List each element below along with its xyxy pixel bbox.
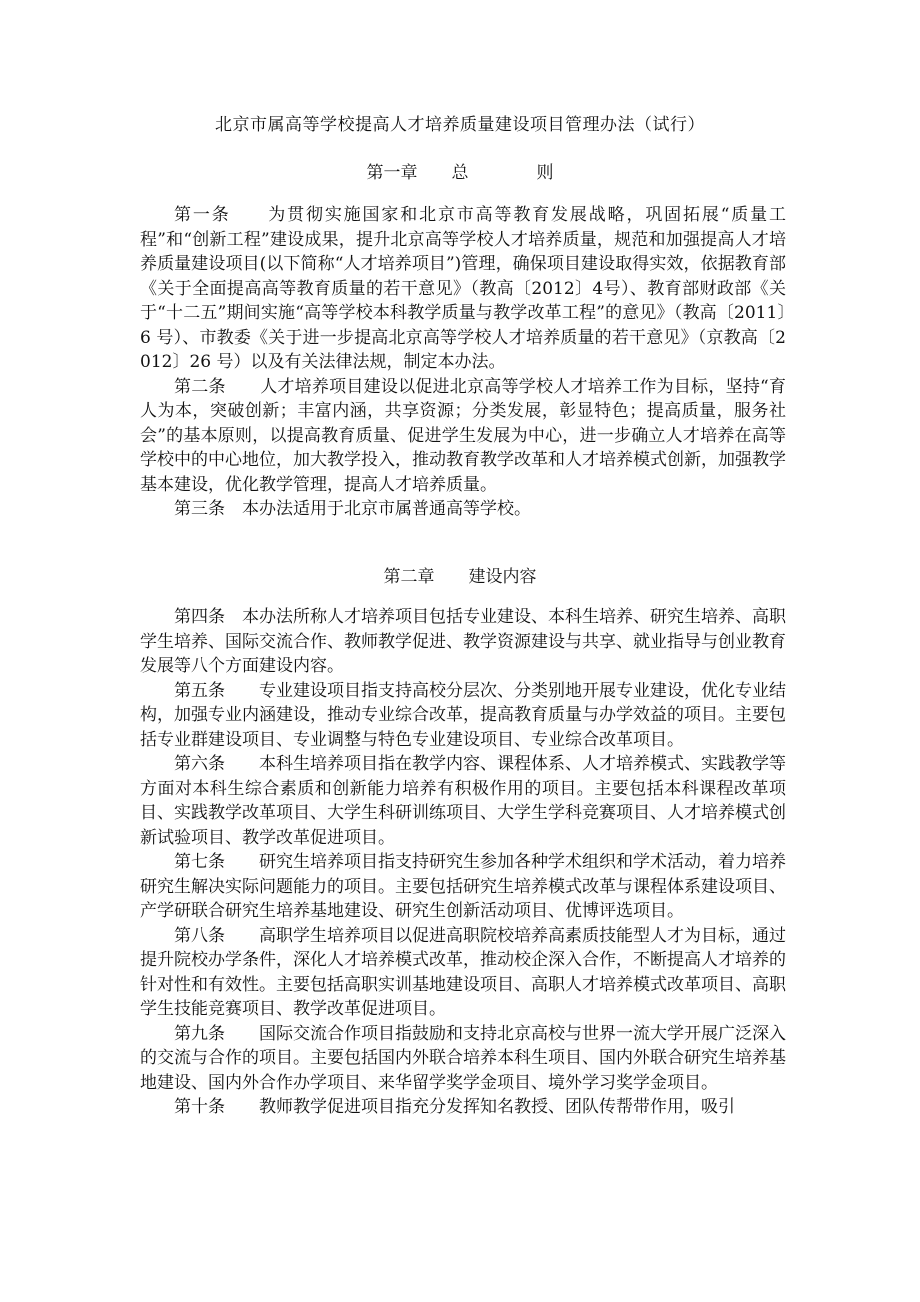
article-text: 为贯彻实施国家和北京市高等教育发展战略，巩固拓展“质量工程”和“创新工程”建设成果，提升北京高等学校人才培养质量，规范和加强提高人才培养质量建设项目(以下简称“人才培养项目”)管理，确保项目建设取得实效，依据教育部《关于全面提高高等教育质量的若干意见》（教高〔2012〕4号）、教育部财政部《关于“十二五”期间实施“高等学校本科教学质量与教学改革工程”的意见》（教高〔2011〕6 号）、市教委《关于进一步提高北京高等学校人才培养质量的若干意见》（京教高〔2012〕26 号）以及有关法律法规，制定本办法。	[140, 205, 786, 372]
chapter-2-body	[140, 605, 786, 1120]
article-text: 国际交流合作项目指鼓励和支持北京高校与世界一流大学开展广泛深入的交流与合作的项目。主要包括国内外联合培养本科生项目、国内外联合研究生培养基地建设、国内外合作办学项目、来华留学奖学金项目、境外学习奖学金项目。	[140, 1023, 786, 1093]
article-text: 研究生培养项目指支持研究生参加各种学术组织和学术活动，着力培养研究生解决实际问题能力的项目。主要包括研究生培养模式改革与课程体系建设项目、产学研联合研究生培养基地建设、研究生创新活动项目、优博评选项目。	[140, 852, 786, 921]
article-paragraph	[140, 924, 786, 1022]
article-text: 高职学生培养项目以促进高职院校培养高素质技能型人才为目标，通过提升院校办学条件，深化人才培养模式改革，推动校企深入合作，不断提高人才培养的针对性和有效性。主要包括高职实训基地建设项目、高职人才培养模式改革项目、高职学生技能竞赛项目、教学改革促进项目。	[140, 925, 786, 1019]
article-label: 第六条	[174, 754, 259, 774]
article-label: 第三条	[174, 499, 242, 519]
article-label: 第八条	[174, 925, 259, 946]
article-text: 人才培养项目建设以促进北京高等学校人才培养工作为目标，坚持“育人为本，突破创新；丰富内涵，共享资源；分类发展，彰显特色；提高质量，服务社会”的基本原则，以提高教育质量、促进学生发展为中心，进一步确立人才培养在高等学校中的中心地位，加大教学投入，推动教育教学改革和人才培养模式创新，加强教学基本建设，优化教学管理，提高人才培养质量。	[140, 376, 786, 495]
article-label: 第十条	[174, 1097, 259, 1117]
chapter-heading: 第一章 总 则	[366, 163, 554, 183]
article-text: 专业建设项目指支持高校分层次、分类别地开展专业建设，优化专业结构，加强专业内涵建设，推动专业综合改革，提高教育质量与办学效益的项目。主要包括专业群建设项目、专业调整与特色专业建设项目、专业综合改革项目。	[140, 680, 786, 750]
article-label: 第一条	[174, 205, 269, 225]
article-paragraph	[140, 203, 786, 375]
article-text: 教师教学促进项目指充分发挥知名教授、团队传帮带作用，吸引	[259, 1097, 735, 1117]
article-label: 第五条	[174, 680, 259, 701]
article-paragraph	[140, 1095, 786, 1120]
article-label: 第四条	[174, 607, 242, 627]
article-label: 第九条	[174, 1023, 259, 1044]
article-text: 本办法所称人才培养项目包括专业建设、本科生培养、研究生培养、高职学生培养、国际交流合作、教师教学促进、教学资源建设与共享、就业指导与创业教育发展等八个方面建设内容。	[140, 607, 786, 676]
chapter-heading: 第二章 建设内容	[383, 567, 537, 587]
article-paragraph	[140, 375, 786, 498]
article-label: 第二条	[174, 376, 261, 397]
article-paragraph	[140, 752, 786, 850]
chapter-1-body	[140, 203, 786, 522]
article-paragraph	[140, 497, 786, 522]
article-paragraph	[140, 1022, 786, 1096]
article-paragraph	[140, 850, 786, 924]
article-text: 本科生培养项目指在教学内容、课程体系、人才培养模式、实践教学等方面对本科生综合素质和创新能力培养有积极作用的项目。主要包括本科课程改革项目、实践教学改革项目、大学生科研训练项目、大学生学科竞赛项目、人才培养模式创新试验项目、教学改革促进项目。	[140, 754, 786, 848]
article-label: 第七条	[174, 852, 259, 872]
article-paragraph	[140, 605, 786, 679]
article-paragraph	[140, 679, 786, 753]
document-title: 北京市属高等学校提高人才培养质量建设项目管理办法（试行）	[215, 115, 705, 135]
article-text: 本办法适用于北京市属普通高等学校。	[242, 499, 531, 519]
